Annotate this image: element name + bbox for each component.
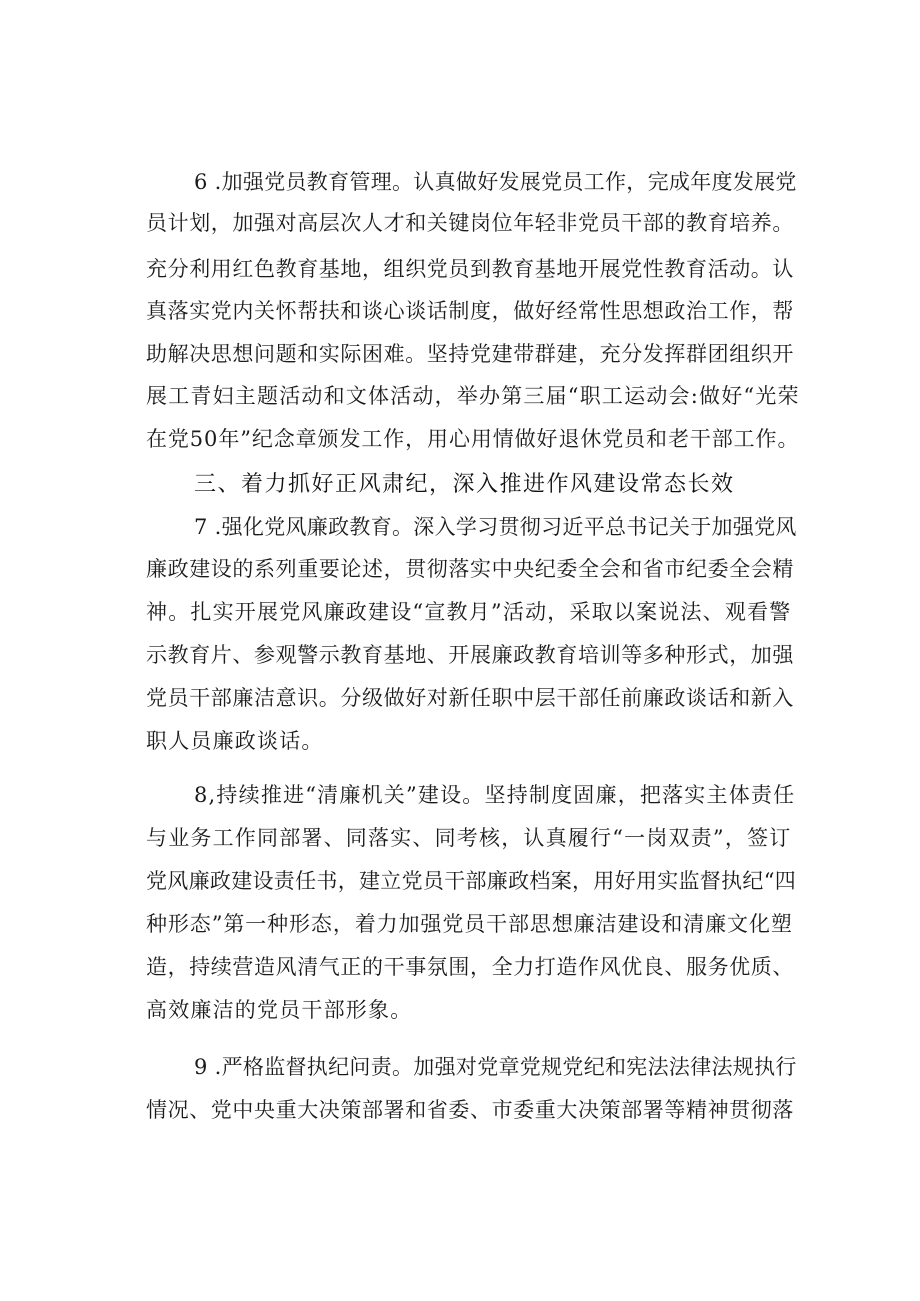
paragraph-8-line-3: 党风廉政建设责任书，建立党员干部廉政档案，用好用实监督执纪“四 [146, 869, 797, 893]
paragraph-7-line-3: 神。扎实开展党风廉政建设“宣教月”活动，采取以案说法、观看警 [146, 600, 792, 624]
paragraph-6-line-4: 真落实党内关怀帮扶和谈心谈话制度，做好经常性思想政治工作，帮 [146, 299, 794, 323]
paragraph-7-line-2: 廉政建设的系列重要论述，贯彻落实中央纪委全会和省市纪委全会精 [146, 557, 794, 581]
section-heading: 三、着力抓好正风肃纪，深入推进作风建设常态长效 [194, 472, 735, 497]
paragraph-6-line-3: 充分利用红色教育基地，组织党员到教育基地开展党性教育活动。认 [146, 257, 794, 281]
paragraph-6-line-2: 员计划，加强对高层次人才和关键岗位年轻非党员干部的教育培养。 [146, 211, 794, 235]
paragraph-8-line-2: 与业务工作同部署、同落实、同考核，认真履行“一岗双责”，签订 [146, 826, 792, 850]
paragraph-7-line-6: 职人员廉政谈话。 [146, 729, 324, 753]
paragraph-8-line-1: 8,持续推进“清廉机关”建设。坚持制度固廉，把落实主体责任 [194, 783, 796, 807]
paragraph-6-line-5: 助解决思想问题和实际困难。坚持党建带群建，充分发挥群团组织开 [146, 342, 794, 366]
paragraph-8-line-4: 种形态”第一种形态，着力加强党员干部思想廉洁建设和清廉文化塑 [146, 912, 793, 936]
paragraph-7-line-5: 党员干部廉洁意识。分级做好对新任职中层干部任前廉政谈话和新入 [146, 686, 794, 710]
paragraph-6-line-7: 在党50年”纪念章颁发工作，用心用情做好退休党员和老干部工作。 [146, 427, 800, 451]
paragraph-9-line-1: 9 .严格监督执纪问责。加强对党章党规党纪和宪法法律法规执行 [194, 1055, 797, 1079]
paragraph-7-line-1: 7 .强化党风廉政教育。深入学习贯彻习近平总书记关于加强党风 [194, 515, 797, 539]
paragraph-8-line-6: 高效廉洁的党员干部形象。 [146, 998, 413, 1022]
paragraph-7-line-4: 示教育片、参观警示教育基地、开展廉政教育培训等多种形式，加强 [146, 643, 794, 667]
paragraph-6-line-1: 6 .加强党员教育管理。认真做好发展党员工作，完成年度发展党 [194, 170, 797, 194]
paragraph-8-line-5: 造，持续营造风清气正的干事氛围，全力打造作风优良、服务优质、 [146, 955, 794, 979]
paragraph-9-line-2: 情况、党中央重大决策部署和省委、市委重大决策部署等精神贯彻落 [146, 1098, 794, 1122]
paragraph-6-line-6: 展工青妇主题活动和文体活动，举办第三届“职工运动会:做好“光荣 [146, 384, 800, 408]
